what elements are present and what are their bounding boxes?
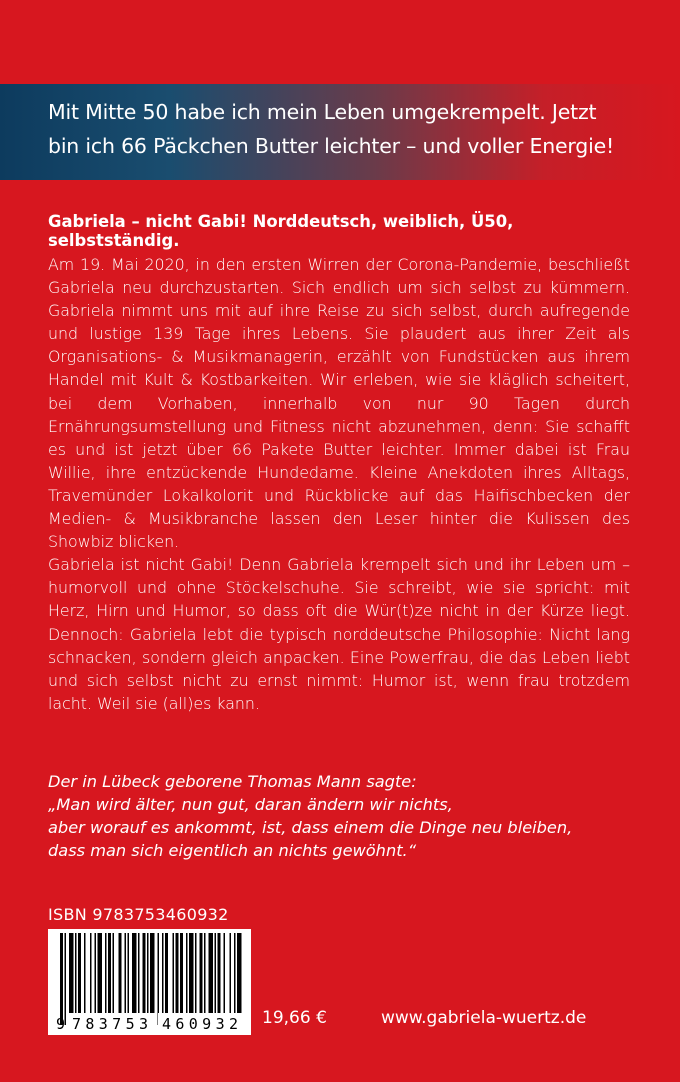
barcode-bar: [60, 933, 63, 1025]
price: 19,66 €: [262, 1008, 327, 1028]
barcode-bar: [128, 933, 130, 1013]
quote-line-3: dass man sich eigentlich an nichts gewöhnt.“: [48, 841, 417, 860]
barcode-bar: [189, 933, 194, 1013]
barcode-bar: [69, 933, 74, 1013]
barcode-bar: [173, 933, 175, 1013]
blurb-text: [48, 253, 630, 715]
barcode-bar: [132, 933, 137, 1013]
quote-line-1: „Man wird älter, nun gut, daran ändern wir nichts,: [48, 795, 453, 814]
website-url: www.gabriela-wuertz.de: [381, 1008, 587, 1028]
banner-line-1: Mit Mitte 50 habe ich mein Leben umgekrempelt. Jetzt: [48, 100, 597, 124]
barcode-graphic: [48, 929, 251, 1035]
barcode-bar: [195, 933, 197, 1013]
barcode-digits-right: 460932: [162, 1015, 238, 1033]
barcode-bar: [180, 933, 183, 1013]
barcode-bar: [105, 933, 107, 1013]
barcode-bar: [224, 933, 226, 1013]
barcode-bar: [108, 933, 111, 1013]
barcode-bar: [158, 933, 160, 1025]
barcode-bar: [186, 933, 188, 1013]
thomas-mann-quote: [48, 770, 648, 862]
barcode-bar: [204, 933, 206, 1013]
barcode-bar: [113, 933, 115, 1013]
barcode-bar: [176, 933, 179, 1013]
blurb-paragraph-1: Am 19. Mai 2020, in den ersten Wirren der Corona-Pandemie, beschließt Gabriela neu durchzustarten. Sich endlich um sich selbst zu kümmern. Gabriela nimmt uns mit auf ihre Reise zu sich selbst, durch aufregende und lustige 139 Tage ihres Lebens. Sie plaudert aus ihrer Zeit als Organisations- & Musikmanagerin, erzählt von Fundstücken aus ihrem Handel mit Kult & Kostbarkeiten. Wir erleben, wie sie kläglich scheitert, bei dem Vorhaben, innerhalb von nur 90 Tagen durch Ernährungsumstellung und Fitness nicht abzunehmen, denn: Sie schafft es und ist jetzt über 66 Pakete Butter leichter. Immer dabei ist Frau Willie, ihre entzückende Hundedame. Kleine Anekdoten ihres Alltags, Travemünder Lokalkolorit und Rückblicke auf das Haifischbecken der Medien- & Musikbranche lassen den Leser hinter die Kulissen des Showbiz blicken.: [48, 255, 630, 552]
barcode-bar: [65, 933, 67, 1025]
barcode-bar: [147, 933, 149, 1013]
barcode-bar: [237, 933, 242, 1013]
barcode-bar: [98, 933, 103, 1013]
banner-headline: [48, 95, 668, 163]
barcode-bar: [230, 933, 232, 1013]
barcode-bar: [234, 933, 236, 1013]
banner-line-2: bin ich 66 Päckchen Butter leichter – und voller Energie!: [48, 134, 615, 158]
subtitle: Gabriela – nicht Gabi! Norddeutsch, weiblich, Ü50, selbstständig.: [48, 212, 514, 250]
barcode-bar: [165, 933, 168, 1013]
barcode-bar: [218, 933, 221, 1013]
barcode: [48, 929, 251, 1035]
quote-line-2: aber worauf es ankommt, ist, dass einem die Dinge neu bleiben,: [48, 818, 573, 837]
barcode-bar: [119, 933, 122, 1013]
barcode-bar: [150, 933, 155, 1013]
isbn-label: ISBN 9783753460932: [48, 905, 229, 924]
barcode-digits-left: 783753: [72, 1015, 148, 1033]
barcode-bar: [209, 933, 214, 1013]
barcode-bar: [78, 933, 81, 1013]
barcode-bar: [215, 933, 217, 1013]
barcode-bar: [75, 933, 77, 1013]
barcode-digit-first: 9: [56, 1015, 66, 1033]
barcode-bar: [84, 933, 86, 1013]
barcode-bar: [138, 933, 140, 1013]
barcode-bar: [90, 933, 92, 1013]
barcode-bar: [143, 933, 146, 1013]
blurb-paragraph-2: Gabriela ist nicht Gabi! Denn Gabriela krempelt sich und ihr Leben um – humorvoll und ohne Stöckelschuhe. Sie schreibt, wie sie spricht: mit Herz, Hirn und Humor, so dass oft die Wür(t)ze nicht in der Kürze liegt. Dennoch: Gabriela lebt die typisch norddeutsche Philosophie: Nicht lang schnacken, sondern gleich anpacken. Eine Powerfrau, die das Leben liebt und sich selbst nicht zu ernst nimmt: Humor ist, wenn frau trotzdem lacht. Weil sie (all)es kann.: [48, 555, 630, 713]
quote-intro: Der in Lübeck geborene Thomas Mann sagte:: [48, 772, 417, 791]
barcode-bar: [125, 933, 127, 1013]
barcode-bar: [162, 933, 164, 1013]
barcode-bar: [95, 933, 97, 1013]
barcode-bar: [200, 933, 203, 1013]
